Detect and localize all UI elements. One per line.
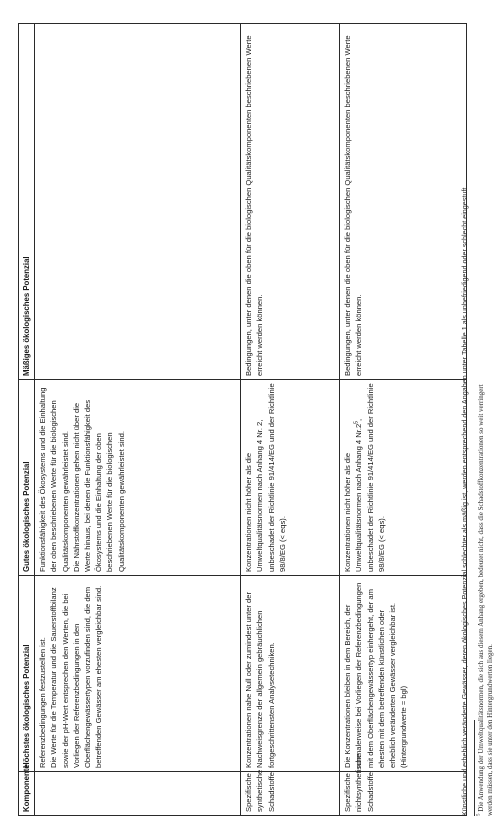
component-cell [241, 769, 340, 816]
table-row [340, 24, 467, 816]
hoechstes-text: Die Konzentrationen bleiben in dem Bereich, der normalerweise bei Vorliegen der Referenzbedingungen mit dem Oberflächengewässertyp einhergeht, der am ehesten mit dem betreffenden künstlichen oder erheblich veränderten Gewässer vergleichbar ist. (Hintergrundwerte = bgl) [343, 582, 409, 768]
maessiges-text: Bedingungen, unter denen die oben für die biologischen Qualitätskomponenten beschriebenen Werte erreicht werden können. [244, 35, 265, 376]
gutes-text: Funktionsfähigkeit des Ökosystems und die Einhaltung der oben beschriebenen Werte für die biologischen Qualitätskomponenten gewährleistet sind. Die Nährstoffkonzentrationen gehen nicht über die Werte hinaus, bei denen die Funktionsfähigkeit des Ökosystems und die Einhaltung der oben beschriebenen Werte für die biologischen Qualitätskomponenten gewährleistet sind. [38, 387, 126, 572]
component-cell [35, 772, 241, 816]
gutes-text: Konzentrationen nicht höher als die Umweltqualitätsnormen nach Anhang 4 Nr. 2, unbeschadet der Richtlinie 91/414/EG und der Richtlinie 98/8/EG (< eqs). [244, 383, 287, 572]
footnote-divider [474, 720, 475, 816]
maessiges-cell [241, 24, 340, 380]
table-header-row [19, 24, 35, 816]
potential-table-wrapper [18, 24, 467, 816]
footnote [477, 376, 495, 816]
hoechstes-text: Konzentrationen nahe Null oder zumindest unter der Nachweisgrenze der allgemein gebräuchlichen fortgeschrittensten Analysetechniken. [244, 591, 276, 768]
footnote-reference[interactable]: 5 [353, 421, 360, 424]
component-label: Spezifische nichtsynthetische Schadstoffe [343, 753, 375, 812]
gutes-cell [241, 380, 340, 576]
footnote-text: Die Anwendung der Umweltqualitätsnormen, die sich aus diesem Anhang ergeben, bedeutet nicht, dass die Schadstoffkonzentrationen so weit verringert werden müssen, dass sie unter den Hintergrundwerten liegen. [477, 384, 494, 816]
table-row [241, 24, 340, 816]
component-label: Spezifische synthetische Schadstoffe [244, 769, 276, 812]
header-komponente: Komponente [19, 772, 35, 816]
hoechstes-text: Referenzbedingungen festzustellen ist. Die Werte für die Temperatur und die Sauerstoffbilanz sowie der pH-Wert entsprechen den Werten, die bei Vorliegen der Referenzbedingungen in den Oberflächengewässertypen vorzufinden sind, die dem betreffenden Gewässer am ehesten vergleichbar sind. [38, 585, 104, 768]
header-hoechstes-potenzial: Höchstes ökologisches Potenzial [19, 576, 35, 772]
component-cell [340, 753, 467, 816]
footnote-marker: 5 [476, 813, 482, 816]
gutes-cell [35, 380, 241, 576]
gutes-text-pre: Konzentrationen nicht höher als die Umweltqualitätsnormen nach Anhang 4 Nr.2 [343, 423, 364, 572]
table-caption: Künstliche und erheblich veränderte Gewässer, deren ökologisches Potenzial schlechter als mäßig ist, werden entsprechend den Angaben unter Tabelle 1 als unbefriedigend oder schlecht eingestuft. [460, 185, 469, 816]
header-gutes-potenzial: Gutes ökologisches Potenzial [19, 380, 35, 576]
header-maessiges-potenzial: Mäßiges ökologisches Potenzial [19, 24, 35, 380]
maessiges-cell [340, 24, 467, 380]
gutes-cell [340, 380, 467, 576]
maessiges-text: Bedingungen, unter denen die oben für die biologischen Qualitätskomponenten beschriebenen Werte erreicht werden können. [343, 35, 364, 376]
table-row [35, 24, 241, 816]
maessiges-cell [35, 24, 241, 380]
hoechstes-cell [241, 576, 340, 772]
gutes-text-post: , unbeschadet der Richtlinie 91/414/EG und der Richtlinie 98/8/EG (< eqs). [354, 383, 386, 572]
hoechstes-cell [340, 576, 467, 772]
ecological-potential-table [18, 23, 467, 816]
hoechstes-cell [35, 576, 241, 772]
